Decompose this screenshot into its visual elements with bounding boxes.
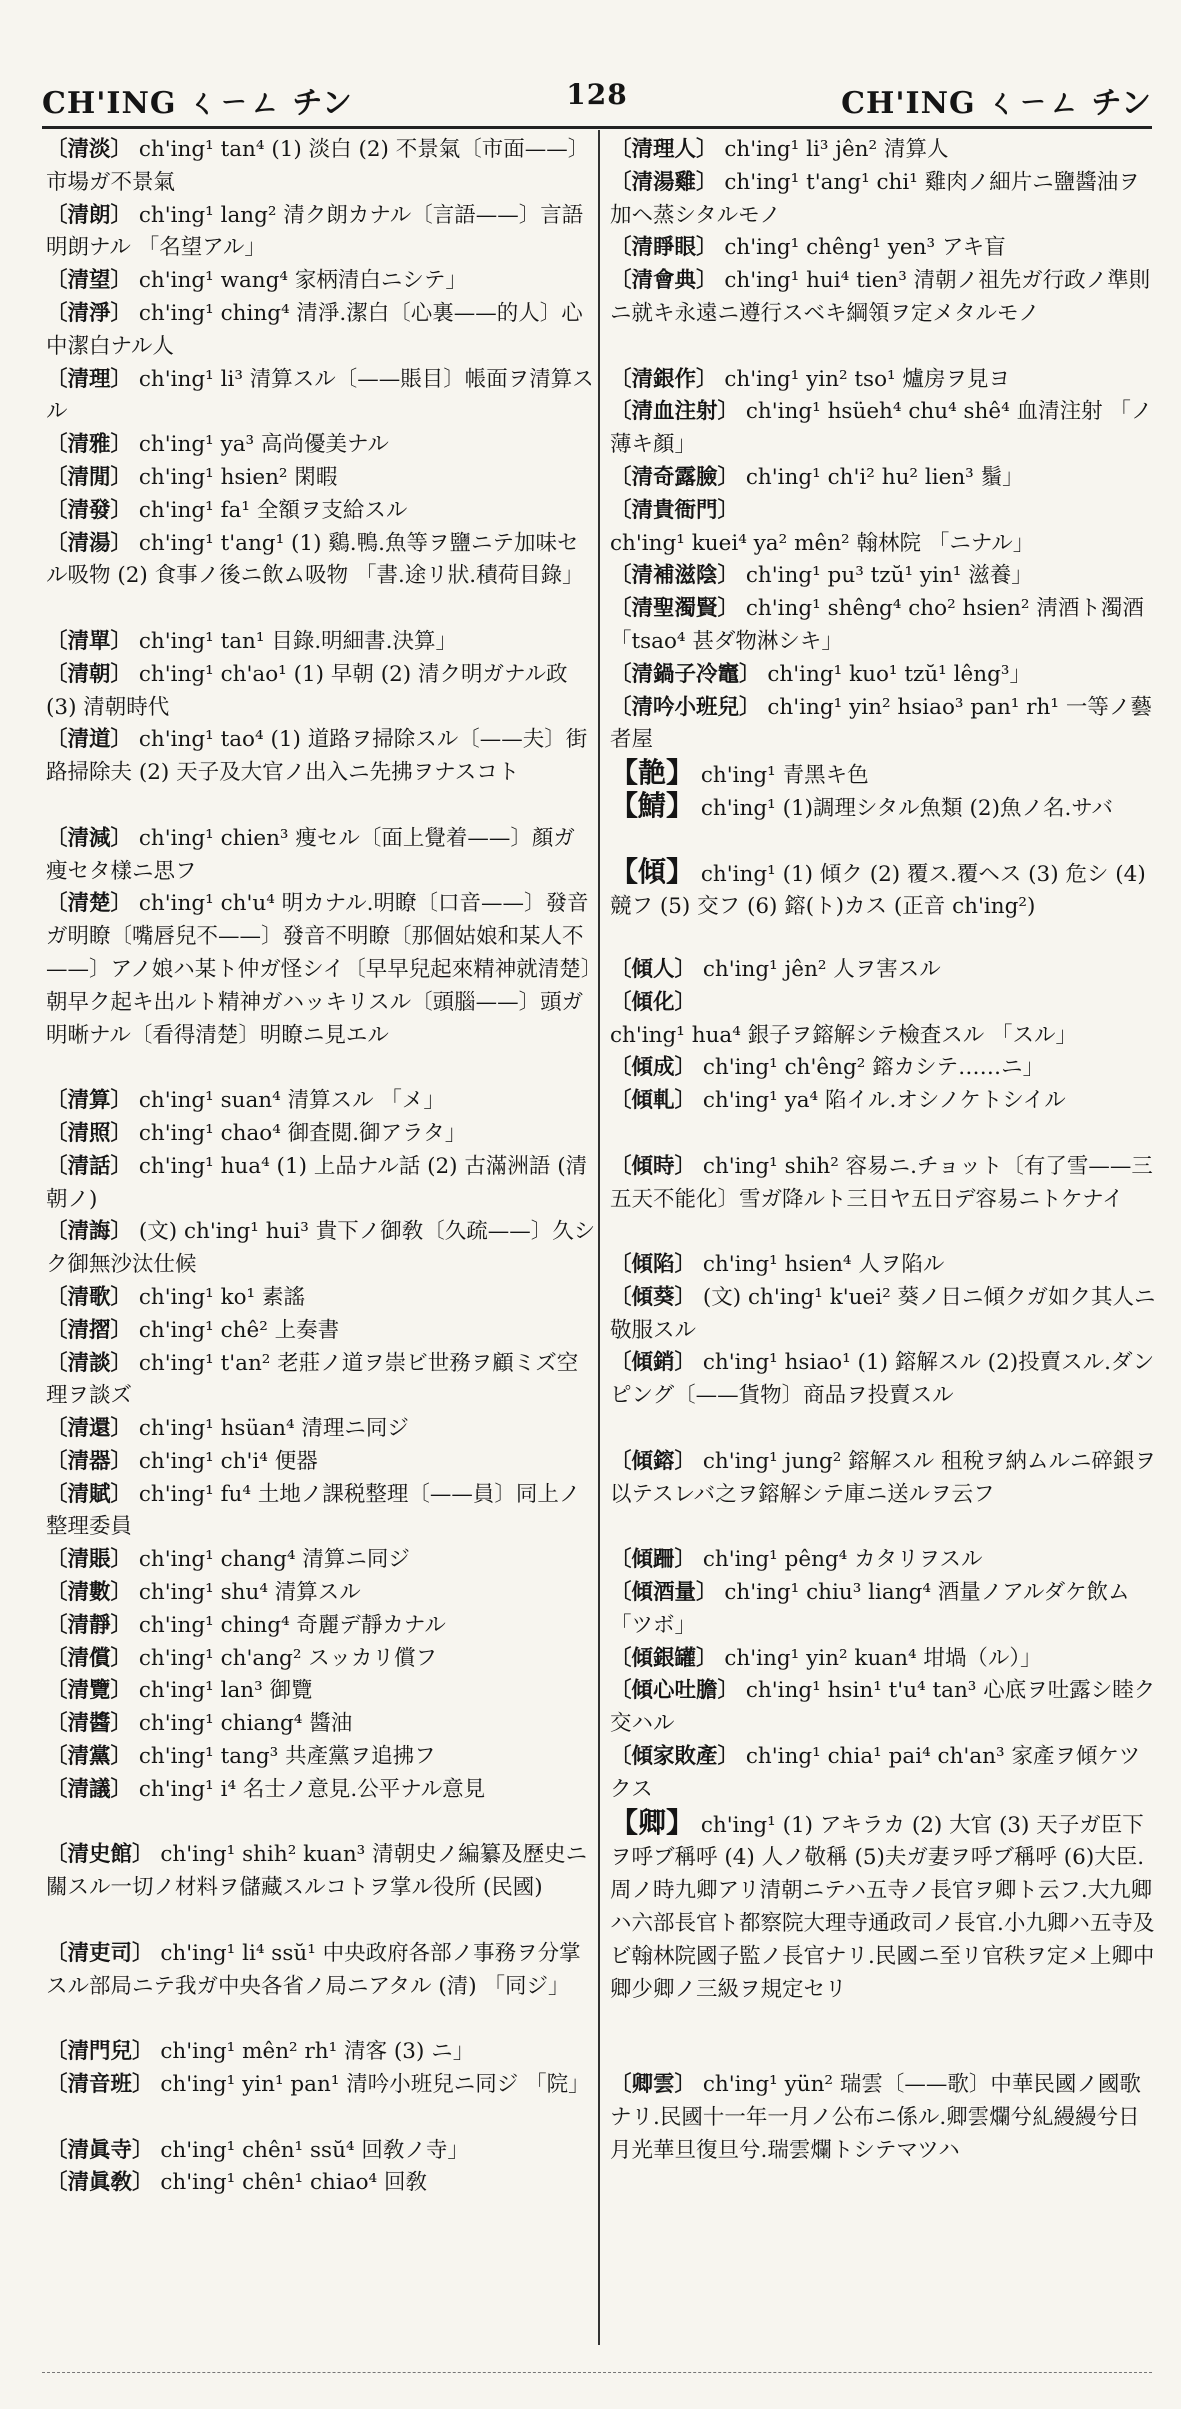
dictionary-entry (46, 1708, 596, 1741)
dictionary-entry (610, 1675, 1160, 1741)
entry-definition: ch'ing¹ chao⁴ 御査閲.御アラタ」 (132, 1120, 467, 1146)
dictionary-entry (610, 1643, 1160, 1676)
entry-definition: ch'ing¹ 青黑キ色 (694, 763, 869, 789)
dictionary-entry (46, 1118, 596, 1151)
dictionary-entry (46, 659, 596, 725)
entry-definition: ch'ing¹ hsien⁴ 人ヲ陷ル (696, 1252, 945, 1278)
entry-headword: 〔清數〕 (46, 1580, 133, 1606)
entry-definition: ch'ing¹ (1) アキラカ (2) 大官 (3) 天子ガ臣下ヲ呼ブ稱呼 (4) 人ノ敬稱 (5)夫ガ妻ヲ呼ブ稱呼 (6)大臣.周ノ時九卿アリ清朝ニテハ五寺ノ長官ヲ卿ト云フ.大九卿ハ六部長官ト都察院大理寺通政司ノ長官.小九卿ハ五寺及ビ翰林院國子監ノ長官ナリ.民國ニ至リ官秩ヲ定メ上卿中卿少卿ノ三級ヲ規定セリ (610, 1812, 1155, 2002)
entry-definition: ch'ing¹ fa¹ 全額ヲ支給スル (132, 497, 408, 523)
entry-definition: ch'ing¹ hsüan⁴ 清理ニ同ジ (132, 1416, 409, 1442)
entry-headword: 〔清補滋陰〕 (610, 563, 740, 589)
entry-definition: ch'ing¹ chia¹ pai⁴ ch'an³ 家產ヲ傾ケツクス (610, 1744, 1141, 1802)
dictionary-entry (46, 2069, 596, 2135)
entry-definition: ch'ing¹ yün² 瑞雲〔——歌〕中華民國ノ國歌ナリ.民國十一年一月ノ公布ニ係ル.卿雲爛兮糺縵縵兮日月光華旦復旦兮.瑞雲爛トシテマツハ (610, 2072, 1141, 2163)
running-head-right: CH'ING ㄑㄧㄥ チン (841, 86, 1152, 121)
entry-headword: 〔清奇露臉〕 (610, 464, 740, 490)
entry-definition: ch'ing¹ t'ang¹ chi¹ 雞肉ノ細片ニ鹽醬油ヲ加ヘ蒸シタルモノ (610, 169, 1140, 228)
dictionary-entry (610, 396, 1160, 462)
dictionary-entry (46, 724, 596, 822)
entry-headword: 〔清理〕 (46, 366, 133, 392)
entry-headword: 〔清貴衙門〕 (610, 497, 740, 523)
dictionary-entry (610, 1807, 1160, 2069)
dictionary-entry (610, 1151, 1160, 1249)
entry-headword: 〔清議〕 (46, 1776, 133, 1802)
entry-definition: ch'ing¹ pêng⁴ カタリヲスル (696, 1547, 983, 1573)
entry-headword: 〔清減〕 (46, 825, 133, 851)
entry-definition: ch'ing¹ ch'êng² 鎔カシテ……ニ」 (696, 1055, 1045, 1081)
entry-definition: ch'ing¹ ch'ang² スッカリ償フ (132, 1645, 438, 1671)
dictionary-entry (610, 593, 1160, 659)
dictionary-entry (610, 1052, 1160, 1085)
dictionary-entry (46, 2135, 596, 2168)
dictionary-entry (610, 1446, 1160, 1544)
entry-definition: ch'ing¹ chien³ 痩セル〔面上覺着——〕顏ガ痩セタ樣ニ思フ (46, 825, 575, 884)
entry-headword: 〔清誨〕 (46, 1219, 133, 1245)
dictionary-entry (46, 495, 596, 528)
entry-headword: 〔清賦〕 (46, 1481, 133, 1507)
entry-headword: 〔傾陷〕 (610, 1252, 697, 1278)
entry-definition: ch'ing¹ tan⁴ (1) 淡白 (2) 不景氣〔市面——〕市場ガ不景氣 (46, 137, 590, 195)
entry-headword: 〔卿雲〕 (610, 2072, 697, 2098)
entry-headword: 〔清門兒〕 (46, 2039, 154, 2065)
entry-definition: ch'ing¹ li³ 清算スル〔——賬目〕帳面ヲ清算スル (46, 366, 594, 425)
dictionary-entry (46, 1085, 596, 1118)
dictionary-entry (46, 1479, 596, 1545)
entry-headword: 〔清償〕 (46, 1645, 133, 1671)
dictionary-entry (610, 1577, 1160, 1643)
entry-definition: ch'ing¹ ya³ 高尚優美ナル (132, 432, 389, 458)
entry-definition: ch'ing¹ yin² tso¹ 爐房ヲ見ヨ (717, 366, 1010, 392)
entry-headword: 〔清歌〕 (46, 1284, 133, 1310)
entry-definition: ch'ing¹ ch'ao¹ (1) 早朝 (2) 清ク明ガナル政 (3) 清朝時代 (46, 661, 568, 720)
entry-definition: ch'ing¹ yin¹ pan¹ 清吟小班兒ニ同ジ 「院」 (153, 2072, 590, 2098)
entry-headword: 〔清發〕 (46, 497, 133, 523)
entry-definition: ch'ing¹ shih² kuan³ 清朝史ノ編纂及歷史ニ關スル一切ノ材料ヲ儲藏スルコトヲ掌ル役所 (民國) (46, 1842, 588, 1901)
dictionary-entry (46, 888, 596, 1085)
page-header (42, 70, 1152, 122)
dictionary-entry (46, 298, 596, 364)
entry-definition: ch'ing¹ hui⁴ tien³ 清朝ノ祖先ガ行政ノ準則ニ就キ永遠ニ遵行スベキ綱領ヲ定メタルモノ (610, 268, 1151, 326)
dictionary-entry (610, 692, 1160, 758)
entry-headword: 〔清談〕 (46, 1350, 133, 1376)
entry-definition: ch'ing¹ chiang⁴ 醬油 (132, 1711, 353, 1737)
running-head-left: CH'ING ㄑㄧㄥ チン (42, 86, 353, 121)
dictionary-entry (610, 659, 1160, 692)
entry-definition: ch'ing¹ hsin¹ t'u⁴ tan³ 心底ヲ吐露シ睦ク交ハル (610, 1678, 1156, 1737)
entry-headword: 〔傾化〕 (610, 989, 697, 1015)
dictionary-entry (46, 1348, 596, 1414)
entry-definition: ch'ing¹ shêng⁴ cho² hsien² 淸酒ト濁酒 「tsao⁴ 甚ダ物淋シキ」 (610, 596, 1144, 654)
entry-headword: 〔清望〕 (46, 268, 133, 294)
entry-headword: 〔清睜眼〕 (610, 235, 718, 261)
entry-definition: ch'ing¹ chêng¹ yen³ アキ盲 (717, 235, 1006, 261)
dictionary-entry (46, 1544, 596, 1577)
entry-definition: ch'ing¹ i⁴ 名士ノ意見.公平ナル意見 (132, 1776, 486, 1802)
entry-headword: 【傾】 (610, 855, 695, 888)
dictionary-entry (610, 856, 1160, 954)
entry-headword: 〔傾軋〕 (610, 1088, 697, 1114)
entry-headword: 〔清會典〕 (610, 268, 718, 294)
dictionary-entry (46, 1446, 596, 1479)
dictionary-entry (46, 1151, 596, 1217)
entry-definition: ch'ing¹ ko¹ 素謠 (132, 1284, 306, 1310)
dictionary-entry (46, 1282, 596, 1315)
footer-rule (42, 2372, 1152, 2373)
entry-definition: ch'ing¹ li⁴ ssŭ¹ 中央政府各部ノ事務ヲ分掌スル部局ニテ我ガ中央各省ノ局ニアタル (清) 「同ジ」 (46, 1940, 581, 1999)
dictionary-entry (46, 364, 596, 430)
entry-headword: 〔清道〕 (46, 727, 133, 753)
entry-definition: ch'ing¹ hsüeh⁴ chu⁴ shê⁴ 血清注射 「ノ薄キ顏」 (610, 399, 1153, 458)
entry-headword: 〔清算〕 (46, 1088, 133, 1114)
entry-headword: 〔清血注射〕 (610, 399, 740, 425)
entry-definition: ch'ing¹ li³ jên² 清算人 (717, 137, 949, 162)
entry-definition: ch'ing¹ ch'i² hu² lien³ 鬚」 (739, 464, 1024, 490)
entry-headword: 〔傾銀罐〕 (610, 1645, 718, 1671)
entry-definition: ch'ing¹ kuo¹ tzŭ¹ lêng³」 (760, 661, 1031, 687)
entry-headword: 〔清湯〕 (46, 530, 133, 556)
column-divider (598, 130, 600, 2345)
dictionary-entry (46, 200, 596, 266)
header-rule (42, 126, 1152, 129)
entry-definition: ch'ing¹ hua⁴ 銀子ヲ鎔解シテ檢査スル 「スル」 (610, 1022, 1078, 1048)
entry-headword: 〔清理人〕 (610, 137, 718, 162)
entry-definition: ch'ing¹ hsien² 閑暇 (132, 464, 338, 490)
entry-headword: 【靘】 (610, 757, 695, 790)
entry-definition: ch'ing¹ jên² 人ヲ害スル (696, 956, 941, 982)
dictionary-entry (46, 462, 596, 495)
entry-headword: 〔清醬〕 (46, 1711, 133, 1737)
entry-headword: 〔傾銷〕 (610, 1350, 697, 1376)
dictionary-entry (610, 757, 1160, 790)
dictionary-entry (610, 495, 1160, 561)
entry-headword: 〔清淡〕 (46, 137, 133, 162)
dictionary-entry (610, 167, 1160, 233)
dictionary-entry (610, 987, 1160, 1053)
entry-definition: ch'ing¹ ya⁴ 陷イル.オシノケトシイル (696, 1088, 1066, 1114)
dictionary-entry (46, 429, 596, 462)
entry-headword: 〔傾鎔〕 (610, 1448, 697, 1474)
entry-headword: 〔清聖濁賢〕 (610, 596, 740, 622)
entry-definition: ch'ing¹ fu⁴ 土地ノ課税整理〔——員〕同上ノ整理委員 (46, 1481, 581, 1540)
entry-definition: ch'ing¹ ching⁴ 奇麗デ靜カナル (132, 1612, 446, 1638)
dictionary-entry (610, 462, 1160, 495)
entry-headword: 【卿】 (610, 1806, 695, 1839)
entry-headword: 〔傾酒量〕 (610, 1580, 718, 1606)
entry-definition: ch'ing¹ shu⁴ 清算スル (132, 1580, 361, 1606)
dictionary-entry (610, 954, 1160, 987)
dictionary-entry (46, 1643, 596, 1676)
entry-headword: 〔清銀作〕 (610, 366, 718, 392)
entry-definition: ch'ing¹ pu³ tzŭ¹ yin¹ 滋養」 (739, 563, 1033, 589)
right-column (610, 134, 1160, 2200)
entry-definition: ch'ing¹ chên¹ ssŭ⁴ 回敎ノ寺」 (153, 2137, 469, 2163)
entry-headword: 〔清器〕 (46, 1448, 133, 1474)
entry-headword: 〔傾心吐膽〕 (610, 1678, 740, 1704)
entry-headword: 〔清靜〕 (46, 1612, 133, 1638)
entry-headword: 〔清朗〕 (46, 202, 133, 228)
entry-headword: 〔清閒〕 (46, 464, 133, 490)
dictionary-entry (610, 1347, 1160, 1445)
entry-definition: (文) ch'ing¹ hui³ 貴下ノ御敎〔久疏——〕久シク御無沙汰仕候 (46, 1219, 596, 1278)
entry-headword: 〔傾跚〕 (610, 1547, 697, 1573)
entry-headword: 〔清黨〕 (46, 1744, 133, 1770)
entry-headword: 〔傾家敗產〕 (610, 1744, 740, 1770)
entry-definition: ch'ing¹ lan³ 御覽 (132, 1678, 313, 1704)
dictionary-entry (610, 790, 1160, 856)
entry-definition: ch'ing¹ yin² kuan⁴ 坩堝（ル）」 (717, 1645, 1042, 1671)
entry-definition: ch'ing¹ wang⁴ 家柄清白ニシテ」 (132, 268, 467, 294)
dictionary-entry (610, 265, 1160, 363)
entry-definition: ch'ing¹ chang⁴ 清算ニ同ジ (132, 1547, 410, 1573)
entry-headword: 〔清賬〕 (46, 1547, 133, 1573)
entry-definition: ch'ing¹ tang³ 共產黨ヲ追拂フ (132, 1744, 436, 1770)
dictionary-entry (46, 1774, 596, 1840)
dictionary-entry (46, 1675, 596, 1708)
entry-headword: 〔傾人〕 (610, 956, 697, 982)
dictionary-entry (610, 1249, 1160, 1282)
left-column (46, 134, 596, 2200)
dictionary-entry (46, 1741, 596, 1774)
entry-headword: 〔清還〕 (46, 1416, 133, 1442)
entry-headword: 〔清覽〕 (46, 1678, 133, 1704)
entry-definition: ch'ing¹ lang² 清ク朗カナル〔言語——〕言語明朗ナル 「名望アル」 (46, 202, 584, 261)
entry-definition: ch'ing¹ jung² 鎔解スル 租稅ヲ納ムルニ碎銀ヲ以テスレバ之ヲ鎔解シテ庫ニ送ルヲ云フ (610, 1448, 1156, 1507)
dictionary-entry (46, 1610, 596, 1643)
entry-headword: 〔清朝〕 (46, 661, 133, 687)
entry-definition: ch'ing¹ tan¹ 目錄.明細書.決算」 (132, 628, 458, 654)
dictionary-entry (46, 134, 596, 200)
entry-headword: 〔清照〕 (46, 1120, 133, 1146)
entry-definition: ch'ing¹ (1) 傾ク (2) 覆ス.覆ヘス (3) 危シ (4) 競フ (5) 交フ (6) 鎔(ト)カス (正音 ch'ing²) (610, 861, 1146, 920)
dictionary-entry (610, 364, 1160, 397)
entry-definition: ch'ing¹ chên¹ chiao⁴ 回敎 (153, 2170, 427, 2196)
entry-headword: 〔清鍋子冷竈〕 (610, 661, 761, 687)
dictionary-entry (46, 528, 596, 626)
entry-headword: 〔清話〕 (46, 1153, 133, 1179)
dictionary-entry (610, 2069, 1160, 2200)
dictionary-entry (46, 1315, 596, 1348)
entry-definition: ch'ing¹ hsiao¹ (1) 鎔解スル (2)投賣スル.ダンピング〔——貨物〕商品ヲ投賣スル (610, 1350, 1155, 1409)
dictionary-entry (610, 1282, 1160, 1348)
dictionary-entry (46, 1216, 596, 1282)
entry-headword: 〔清楚〕 (46, 891, 133, 917)
entry-definition: (文) ch'ing¹ k'uei² 葵ノ日ニ傾クガ如ク其人ニ敬服スル (610, 1284, 1156, 1343)
entry-definition: ch'ing¹ ching⁴ 清淨.潔白〔心裏——的人〕心中潔白ナル人 (46, 300, 583, 359)
entry-definition: ch'ing¹ ch'i⁴ 便器 (132, 1448, 318, 1474)
entry-headword: 〔清音班〕 (46, 2072, 154, 2098)
entry-headword: 〔傾葵〕 (610, 1284, 697, 1310)
entry-headword: 〔清湯雞〕 (610, 169, 718, 195)
entry-definition: ch'ing¹ t'ang¹ (1) 鷄.鴨.魚等ヲ鹽ニテ加味セル吸物 (2) 食事ノ後ニ飲ム吸物 「書.途リ狀.積荷目錄」 (46, 530, 584, 589)
entry-definition: ch'ing¹ (1)調理シタル魚類 (2)魚ノ名.サバ (694, 795, 1114, 821)
dictionary-entry (610, 560, 1160, 593)
dictionary-entry (46, 265, 596, 298)
entry-headword: 〔清史館〕 (46, 1842, 154, 1868)
dictionary-entry (46, 1938, 596, 2036)
dictionary-entry (610, 232, 1160, 265)
entry-definition: ch'ing¹ tao⁴ (1) 道路ヲ掃除スル〔——夫〕街路掃除夫 (2) 天子及大官ノ出入ニ先拂ヲナスコト (46, 727, 588, 786)
entry-definition: ch'ing¹ t'an² 老莊ノ道ヲ崇ビ世務ヲ顧ミズ空理ヲ談ズ (46, 1350, 579, 1409)
dictionary-entry (46, 626, 596, 659)
entry-headword: 〔清吟小班兒〕 (610, 694, 761, 720)
entry-headword: 〔清眞敎〕 (46, 2170, 154, 2196)
entry-definition: ch'ing¹ shih² 容易ニ.チョット〔有了雪——三五天不能化〕雪ガ降ルト三日ヤ五日デ容易ニトケナイ (610, 1153, 1153, 1212)
page-number: 128 (566, 78, 628, 111)
dictionary-entry (610, 1741, 1160, 1807)
entry-headword: 〔清眞寺〕 (46, 2137, 154, 2163)
entry-definition: ch'ing¹ chiu³ liang⁴ 酒量ノアルダケ飲ム 「ツボ」 (610, 1580, 1130, 1638)
dictionary-entry (46, 823, 596, 889)
dictionary-entry (46, 2036, 596, 2069)
entry-headword: 〔清淨〕 (46, 300, 133, 326)
entry-headword: 〔清雅〕 (46, 432, 133, 458)
entry-headword: 【鯖】 (610, 789, 695, 822)
entry-definition: ch'ing¹ hua⁴ (1) 上品ナル話 (2) 古滿洲語 (清朝ノ) (46, 1153, 588, 1212)
dictionary-entry (610, 1085, 1160, 1151)
entry-definition: ch'ing¹ chê² 上奏書 (132, 1317, 340, 1343)
entry-definition: ch'ing¹ suan⁴ 清算スル 「メ」 (132, 1088, 445, 1114)
entry-headword: 〔傾時〕 (610, 1153, 697, 1179)
dictionary-entry (46, 2167, 596, 2200)
dictionary-entry (610, 1544, 1160, 1577)
dictionary-entry (46, 1413, 596, 1446)
entry-definition: ch'ing¹ yin² hsiao³ pan¹ rh¹ 一等ノ藝者屋 (610, 694, 1152, 753)
entry-headword: 〔傾成〕 (610, 1055, 697, 1081)
entry-headword: 〔清吏司〕 (46, 1940, 154, 1966)
entry-definition: ch'ing¹ ch'u⁴ 明カナル.明瞭〔口音——〕發音ガ明瞭〔嘴唇兒不——〕發音不明瞭〔那個姑娘和某人不——〕アノ娘ハ某ト仲ガ怪シイ〔早早兒起來精神就清楚〕朝早ク起キ出ルト精神ガハッキリスル〔頭腦——〕頭ガ明晰ナル〔看得清楚〕明瞭ニ見エル (46, 891, 592, 1048)
dictionary-entry (46, 1839, 596, 1937)
dictionary-entry (46, 1577, 596, 1610)
entry-headword: 〔清單〕 (46, 628, 133, 654)
entry-definition: ch'ing¹ mên² rh¹ 清客 (3) ニ」 (153, 2039, 475, 2065)
entry-headword: 〔清摺〕 (46, 1317, 133, 1343)
dictionary-entry (610, 134, 1160, 167)
entry-definition: ch'ing¹ kuei⁴ ya² mên² 翰林院 「ニナル」 (610, 530, 1035, 556)
